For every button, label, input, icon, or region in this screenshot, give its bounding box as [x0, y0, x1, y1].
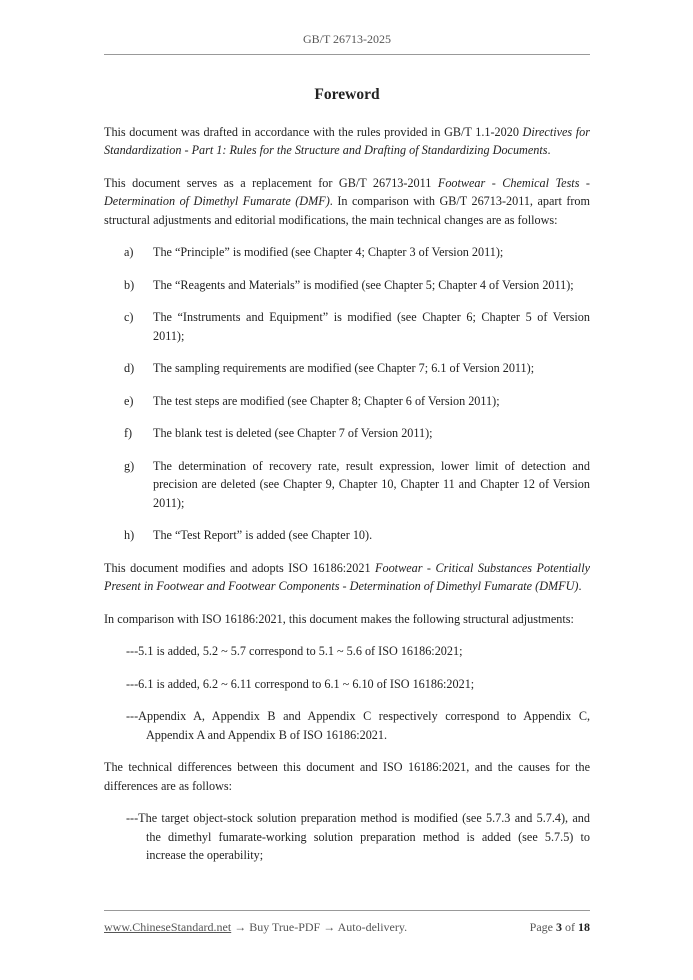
page-footer — [104, 918, 590, 937]
paragraph-drafting-rules: This document was drafted in accordance with the rules provided in GB/T 1.1-2020 Directives for Standardization - Part 1: Rules for the Structure and Drafting of Standardizing Documents. — [104, 124, 590, 157]
paragraph-structural-intro: In comparison with ISO 16186:2021, this document makes the following structural adjustments: — [104, 611, 574, 626]
header-divider — [104, 54, 590, 55]
footer-divider — [104, 910, 590, 911]
technical-differences-list — [104, 809, 590, 865]
running-header: GB/T 26713-2025 — [302, 32, 392, 46]
list-item: b) The “Reagents and Materials” is modified (see Chapter 5; Chapter 4 of Version 2011); — [124, 277, 574, 292]
paragraph-technical-intro: The technical differences between this document and ISO 16186:2021, and the causes for the differences are as follows: — [104, 760, 590, 793]
page-body — [104, 86, 590, 879]
list-item: h) The “Test Report” is added (see Chapter 10). — [124, 528, 373, 542]
paragraph-adoption: This document modifies and adopts ISO 16186:2021 Footwear - Critical Substances Potentially Present in Footwear and Footwear Components - Determination of Dimethyl Fumarate (DMFU). — [104, 560, 590, 593]
list-item: d) The sampling requirements are modified (see Chapter 7; 6.1 of Version 2011); — [124, 361, 535, 375]
list-item: ---5.1 is added, 5.2 ~ 5.7 correspond to 5.1 ~ 5.6 of ISO 16186:2021; — [126, 644, 463, 658]
technical-changes-list — [104, 243, 590, 545]
list-item: ---Appendix A, Appendix B and Appendix C respectively correspond to Appendix C, Appendix A and Appendix B of ISO 16186:2021. — [126, 709, 590, 742]
paragraph-replacement: This document serves as a replacement for GB/T 26713-2011 Footwear - Chemical Tests - Determination of Dimethyl Fumarate (DMF). In comparison with GB/T 26713-2011, apart from structural adjustments and editorial modifications, the main technical changes are as follows: — [104, 175, 591, 227]
list-item: f) The blank test is deleted (see Chapter 7 of Version 2011); — [124, 426, 433, 440]
list-item: a) The “Principle” is modified (see Chapter 4; Chapter 3 of Version 2011); — [124, 245, 504, 259]
list-item: ---The target object-stock solution preparation method is modified (see 5.7.3 and 5.7.4), and the dimethyl fumarate-working solution preparation method is added (see 5.7.5) to increase the operability; — [126, 811, 590, 862]
list-item: g) The determination of recovery rate, result expression, lower limit of detection and precision are deleted (see Chapter 9, Chapter 10, Chapter 11 and Chapter 12 of Version 2011); — [124, 458, 590, 510]
list-item: ---6.1 is added, 6.2 ~ 6.11 correspond to 6.1 ~ 6.10 of ISO 16186:2021; — [126, 676, 475, 691]
site-link[interactable]: www.ChineseStandard.net — [104, 920, 232, 934]
list-item: e) The test steps are modified (see Chapter 8; Chapter 6 of Version 2011); — [124, 393, 500, 408]
page-number: Page 3 of 18 — [529, 920, 590, 934]
list-item: c) The “Instruments and Equipment” is modified (see Chapter 6; Chapter 5 of Version 2011); — [124, 310, 590, 343]
footer-promo: www.ChineseStandard.net → Buy True-PDF → Auto-delivery. — [104, 920, 408, 934]
structural-adjustments-list — [104, 642, 590, 744]
page-title: Foreword — [314, 86, 380, 103]
